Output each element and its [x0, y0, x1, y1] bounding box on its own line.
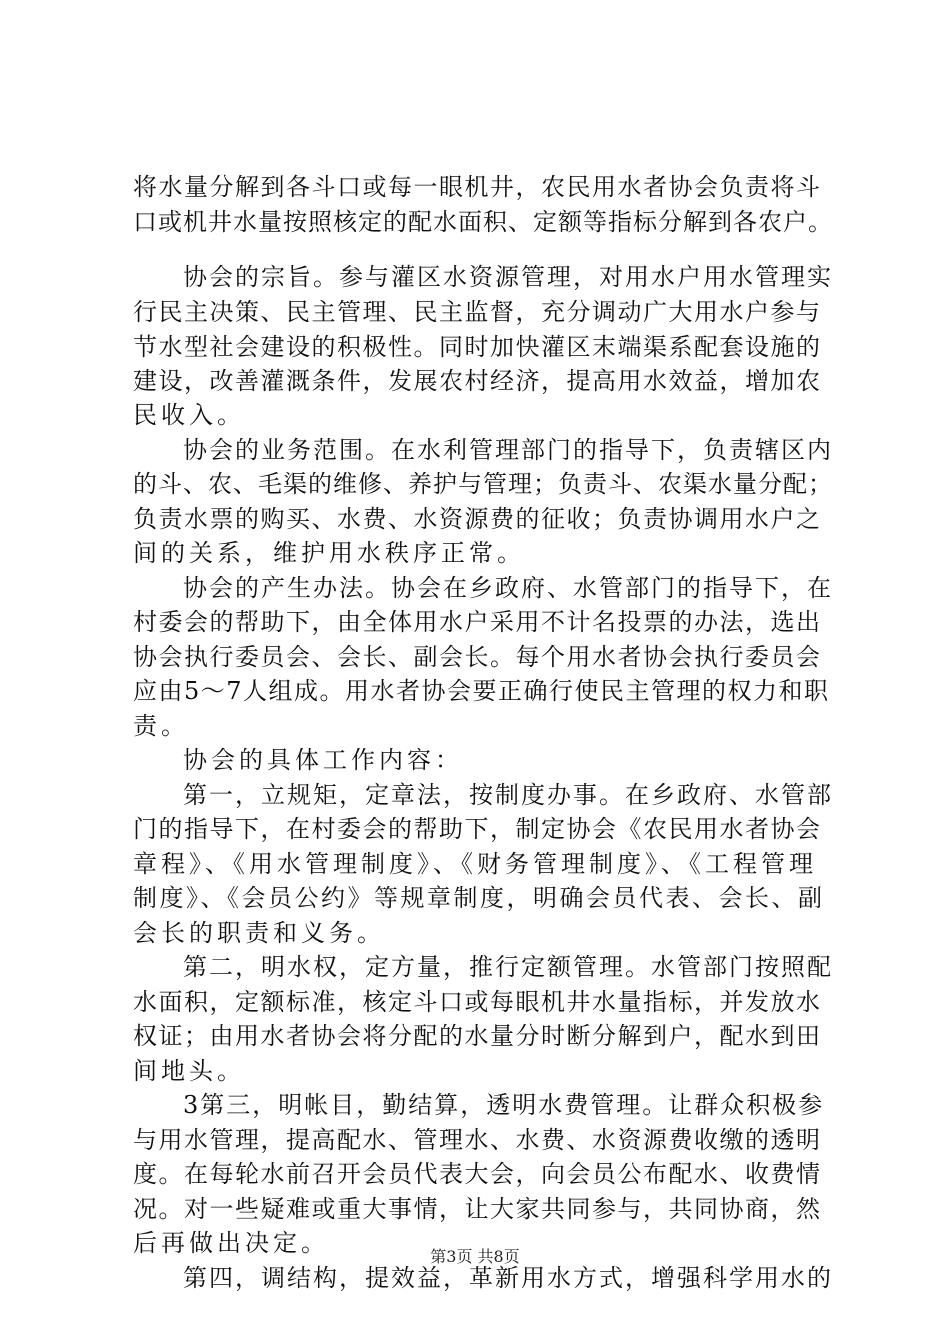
text-line: 与用水管理，提高配水、管理水、水费、水资源费收缴的透明 — [133, 1126, 822, 1154]
text-line: 协会的具体工作内容： — [183, 746, 463, 774]
text-line: 章程》、《用水管理制度》、《财务管理制度》、《工程管理 — [133, 850, 817, 878]
text-line: 第二，明水权，定方量，推行定额管理。水管部门按照配 — [183, 953, 833, 981]
text-line: 责。 — [133, 712, 189, 740]
text-line: 行民主决策、民主管理、民主监督，充分调动广大用水户参与 — [133, 298, 822, 326]
text-line: 负责水票的购买、水费、水资源费的征收；负责协调用水户之 — [133, 505, 822, 533]
text-line: 间地头。 — [133, 1057, 245, 1085]
text-line: 第四，调结构，提效益，革新用水方式，增强科学用水的 — [183, 1264, 833, 1292]
text-line: 村委会的帮助下，由全体用水户采用不计名投票的办法，选出 — [133, 608, 822, 636]
text-line: 制度》、《会员公约》等规章制度，明确会员代表、会长、副 — [133, 884, 825, 912]
text-line: 后再做出决定。 — [133, 1229, 329, 1257]
text-line: 第一，立规矩，定章法，按制度办事。在乡政府、水管部 — [183, 781, 833, 809]
text-line: 口或机井水量按照核定的配水面积、定额等指标分解到各农户。 — [133, 208, 833, 236]
text-line: 权证；由用水者协会将分配的水量分时断分解到户，配水到田 — [133, 1022, 822, 1050]
text-line: 间的关系，维护用水秩序正常。 — [133, 539, 525, 567]
text-line: 3第三，明帐目，勤结算，透明水费管理。让群众积极参 — [183, 1091, 825, 1119]
text-line: 水面积，定额标准，核定斗口或每眼机井水量指标，并发放水 — [133, 988, 822, 1016]
text-line: 协会的宗旨。参与灌区水资源管理，对用水户用水管理实 — [183, 263, 833, 291]
text-line: 民收入。 — [133, 401, 245, 429]
text-line: 度。在每轮水前召开会员代表大会，向会员公布配水、收费情 — [133, 1160, 822, 1188]
page-number-footer: 第3页 共8页 — [430, 1247, 520, 1266]
text-line: 门的指导下，在村委会的帮助下，制定协会《农民用水者协会 — [133, 815, 822, 843]
text-line: 协会执行委员会、会长、副会长。每个用水者协会执行委员会 — [133, 643, 822, 671]
text-line: 协会的业务范围。在水利管理部门的指导下，负责辖区内 — [183, 436, 833, 464]
text-line: 节水型社会建设的积极性。同时加快灌区末端渠系配套设施的 — [133, 333, 822, 361]
text-line: 会长的职责和义务。 — [133, 919, 385, 947]
text-line: 建设，改善灌溉条件，发展农村经济，提高用水效益，增加农 — [133, 367, 822, 395]
text-line: 协会的产生办法。协会在乡政府、水管部门的指导下，在 — [183, 574, 833, 602]
text-line: 将水量分解到各斗口或每一眼机井，农民用水者协会负责将斗 — [133, 173, 822, 201]
text-line: 的斗、农、毛渠的维修、养护与管理；负责斗、农渠水量分配； — [133, 470, 833, 498]
text-line: 况。对一些疑难或重大事情，让大家共同参与，共同协商，然 — [133, 1195, 822, 1223]
text-line: 应由5～7人组成。用水者协会要正确行使民主管理的权力和职 — [133, 677, 830, 705]
